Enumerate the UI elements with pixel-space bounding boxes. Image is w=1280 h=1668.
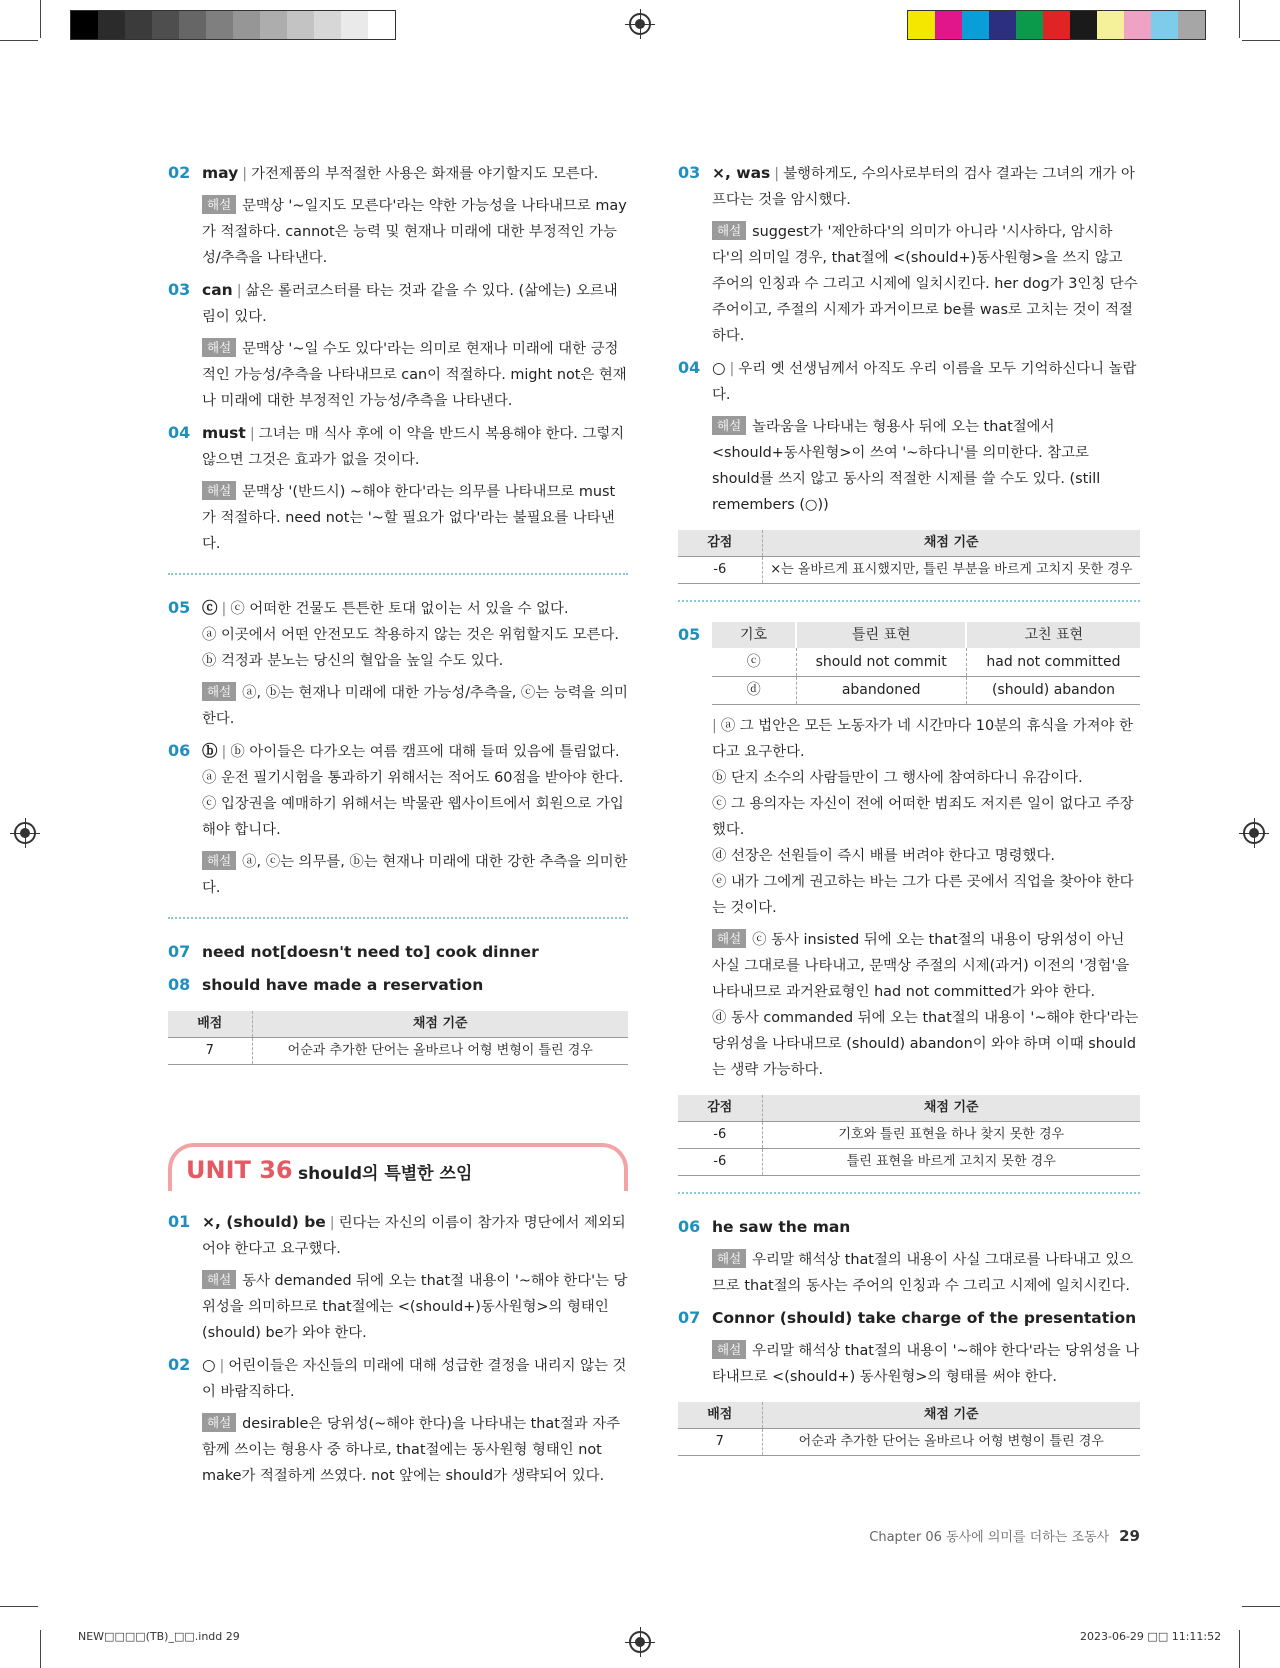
explanation-badge: 해설 [202, 195, 236, 214]
explanation [202, 849, 628, 901]
dotted-divider [168, 917, 628, 919]
item-number: 06 [168, 741, 191, 760]
color-swatch [125, 11, 152, 39]
translation-text: 린다는 자신의 이름이 참가자 명단에서 제외되어야 한다고 요구했다. [202, 1215, 626, 1257]
explanation-badge: 해설 [202, 1270, 236, 1289]
answer-text: ×, was [712, 164, 771, 182]
answer-item: 02 ○ | 어린이들은 자신들의 미래에 대해 성급한 결정을 내리지 않는 것이 바람직하다. 해설 desirable은 당위성(~해야 한다)을 나타내는 that절과 자주 함께 쓰이는 형용사 중 하나로, that절에는 동사원형 형태인 not make가 적절하게 쓰였다. not 앞에는 should가 생략되어 있다. [168, 1352, 628, 1489]
answer-text: ⓒ [202, 599, 218, 617]
answer-text: ×, (should) be [202, 1213, 326, 1231]
explanation [202, 1411, 628, 1489]
table-cell: 어순과 추가한 단어는 올바르나 어형 변형이 틀린 경우 [252, 1038, 628, 1065]
answer-text: can [202, 281, 233, 299]
item-number: 05 [168, 598, 191, 617]
table-cell: 7 [678, 1428, 762, 1455]
dotted-divider [678, 600, 1140, 602]
color-swatch [98, 11, 125, 39]
explanation [712, 1338, 1140, 1390]
explanation-text: ⓓ 동사 commanded 뒤에 오는 that절의 내용이 '~해야 한다'라는 당위성을 나타내므로 (should) abandon이 와야 하며 이때 should는 생략 가능하다. [712, 1009, 1139, 1078]
chapter-title: Chapter 06 동사에 의미를 더하는 조동사 [869, 1530, 1110, 1545]
table-cell: ⓒ [712, 648, 796, 676]
table-header: 감점 [678, 1095, 762, 1122]
explanation [202, 1268, 628, 1346]
item-number: 02 [168, 1355, 191, 1374]
explanation-badge: 해설 [712, 221, 746, 240]
option-text: ⓒ 입장권을 예매하기 위해서는 박물관 웹사이트에서 회원으로 가입해야 합니다. [202, 796, 624, 838]
explanation-text: 문맥상 '~일 수도 있다'라는 의미로 현재나 미래에 대한 긍정적인 가능성/추측을 나타내므로 can이 적절하다. might not은 현재나 미래에 대한 부정적인 가능성/추측을 나타낸다. [202, 341, 627, 409]
table-header: 감점 [678, 530, 762, 557]
registration-mark-icon [629, 13, 651, 35]
crop-mark [1239, 1630, 1240, 1668]
answer-item: 05 ⓒ | ⓒ 어떠한 건물도 튼튼한 토대 없이는 서 있을 수 없다. ⓐ 이곳에서 어떤 안전모도 착용하지 않는 것은 위험할지도 모른다. ⓑ 걱정과 분노는 당신의 혈압을 높일 수도 있다. 해설 ⓐ, ⓑ는 현재나 미래에 대한 가능성/추측을, ⓒ는 능력을 의미한다. [168, 595, 628, 732]
item-number: 02 [168, 163, 191, 182]
explanation-badge: 해설 [202, 682, 236, 701]
item-number: 01 [168, 1212, 191, 1231]
color-swatch [1043, 11, 1070, 39]
table-header: 배점 [168, 1011, 252, 1038]
color-swatch [152, 11, 179, 39]
translation-text: 어린이들은 자신들의 미래에 대해 성급한 결정을 내리지 않는 것이 바람직하다. [202, 1358, 627, 1400]
registration-mark-icon [629, 1631, 651, 1653]
page-footer [869, 1526, 1140, 1545]
explanation [202, 193, 628, 271]
explanation [712, 1247, 1140, 1299]
explanation-text: ⓐ, ⓒ는 의무를, ⓑ는 현재나 미래에 대한 강한 추측을 의미한다. [202, 854, 628, 896]
registration-mark-icon [1243, 822, 1265, 844]
answer-item: 05 기호 틀린 표현 고친 표현 ⓒ should not commit had not committed ⓓ abandoned (should) abandon | ⓐ 그 법안은 모든 노동자가 네 시간마다 10분의 휴식을 가져야 한다고 요구한다. ⓑ 단지 소수의 사람들만이 그 행사에 참여하다니 유감이다. ⓒ 그 용의자는 자신이 전에 어떠한 범죄도 저지른 일이 없다고 주장했다. ⓓ 선장은 선원들이 즉시 배를 버려야 한다고 명령했다. ⓔ 내가 그에게 권고하는 바는 그가 다른 곳에서 직업을 찾아야 한다는 것이다. 해설 ⓒ 동사 insisted 뒤에 오는 that절의 내용이 당위성이 아닌 사실 그대로를 나타내고, 문맥상 주절의 시제(과거) 이전의 '경험'을 나타내므로 과거완료형인 had not committed가 와야 한다. ⓓ 동사 commanded 뒤에 오는 that절의 내용이 '~해야 한다'라는 당위성을 나타내므로 (should) abandon이 와야 하며 이때 should는 생략 가능하다. [678, 622, 1140, 1083]
answer-text: he saw the man [712, 1217, 851, 1236]
scoring-table [678, 1402, 1140, 1456]
answer-item: 06 ⓑ | ⓑ 아이들은 다가오는 여름 캠프에 대해 들떠 있음에 틀림없다. ⓐ 운전 필기시험을 통과하기 위해서는 적어도 60점을 받아야 한다. ⓒ 입장권을 예매하기 위해서는 박물관 웹사이트에서 회원으로 가입해야 합니다. 해설 ⓐ, ⓒ는 의무를, ⓑ는 현재나 미래에 대한 강한 추측을 의미한다. [168, 738, 628, 901]
item-number: 06 [678, 1216, 701, 1236]
answer-item [168, 939, 628, 966]
crop-mark [1239, 0, 1240, 38]
item-number: 07 [678, 1307, 701, 1327]
print-slug-file: NEW□□□□(TB)_□□.indd 29 [78, 1630, 240, 1643]
item-number: 04 [168, 423, 191, 442]
explanation [202, 336, 628, 414]
color-swatch [1016, 11, 1043, 39]
explanation-text: 문맥상 '(반드시) ~해야 한다'라는 의무를 나타내므로 must가 적절하다. need not는 '~할 필요가 없다'라는 불필요를 나타낸다. [202, 484, 616, 552]
crop-mark [0, 1606, 38, 1607]
answer-item: 04 must | 그녀는 매 식사 후에 이 약을 반드시 복용해야 한다. 그렇지 않으면 그것은 효과가 없을 것이다. 해설 문맥상 '(반드시) ~해야 한다'라는 의무를 나타내므로 must가 적절하다. need not는 '~할 필요가 없다'라는 불필요를 나타낸다. [168, 420, 628, 557]
answer-text: must [202, 424, 246, 442]
scoring-table [678, 530, 1140, 584]
table-header: 채점 기준 [252, 1011, 628, 1038]
explanation-badge: 해설 [712, 1340, 746, 1359]
table-cell: abandoned [796, 676, 966, 704]
table-header: 고친 표현 [966, 622, 1140, 648]
answer-text: should have made a reservation [202, 976, 484, 994]
answer-item: 03 can | 삶은 롤러코스터를 타는 것과 같을 수 있다. (삶에는) 오르내림이 있다. 해설 문맥상 '~일 수도 있다'라는 의미로 현재나 미래에 대한 긍정적인 가능성/추측을 나타내므로 can이 적절하다. might not은 현재나 미래에 대한 부정적인 가능성/추측을 나타낸다. [168, 277, 628, 414]
page-number: 29 [1119, 1527, 1140, 1545]
table-cell: 틀린 표현을 바르게 고치지 못한 경우 [762, 1148, 1140, 1175]
item-number: 05 [678, 625, 701, 644]
table-header: 배점 [678, 1402, 762, 1429]
translation-text: 그녀는 매 식사 후에 이 약을 반드시 복용해야 한다. 그렇지 않으면 그것은 효과가 없을 것이다. [202, 426, 625, 468]
crop-mark [1242, 40, 1280, 41]
item-number: 07 [168, 942, 191, 961]
option-text: ⓐ 이곳에서 어떤 안전모도 착용하지 않는 것은 위험할지도 모른다. [202, 627, 619, 643]
explanation-text: suggest가 '제안하다'의 의미가 아니라 '시사하다, 암시하다'의 의미일 경우, that절에 <(should+)동사원형>을 쓰지 않고 주어의 인칭과 수 그리고 시제에 일치시킨다. her dog가 3인칭 단수 주어이고, 주절의 시제가 과거이므로 be를 was로 고치는 것이 적절하다. [712, 224, 1138, 344]
color-swatch [962, 11, 989, 39]
dotted-divider [168, 573, 628, 575]
item-number: 03 [678, 163, 701, 182]
explanation [202, 479, 628, 557]
unit-title: UNIT 36 [186, 1156, 293, 1184]
explanation-text: desirable은 당위성(~해야 한다)을 나타내는 that절과 자주 함께 쓰이는 형용사 중 하나로, that절에는 동사원형 형태인 not make가 적절하게 쓰였다. not 앞에는 should가 생략되어 있다. [202, 1416, 621, 1484]
crop-mark [1242, 1606, 1280, 1607]
color-swatch [908, 11, 935, 39]
table-cell: ×는 올바르게 표시했지만, 틀린 부분을 바르게 고치지 못한 경우 [762, 557, 1140, 584]
color-swatch [1178, 11, 1205, 39]
table-cell: 기호와 틀린 표현을 하나 찾지 못한 경우 [762, 1121, 1140, 1148]
explanation-badge: 해설 [202, 481, 236, 500]
explanation-text: 우리말 해석상 that절의 내용이 사실 그대로를 나타내고 있으므로 that절의 동사는 주어의 인칭과 수 그리고 시제에 일치시킨다. [712, 1251, 1134, 1294]
table-cell: -6 [678, 1121, 762, 1148]
crop-mark [40, 0, 41, 38]
answer-text: ⓑ [202, 742, 218, 760]
answer-text: need not[doesn't need to] cook dinner [202, 943, 539, 961]
explanation-badge: 해설 [712, 416, 746, 435]
option-text: ⓓ 선장은 선원들이 즉시 배를 버려야 한다고 명령했다. [712, 847, 1055, 864]
table-header: 틀린 표현 [796, 622, 966, 648]
table-cell: had not committed [966, 648, 1140, 676]
answer-item: 01 ×, (should) be | 린다는 자신의 이름이 참가자 명단에서 제외되어야 한다고 요구했다. 해설 동사 demanded 뒤에 오는 that절 내용이 '~해야 한다'는 당위성을 의미하므로 that절에는 <(should+)동사원형>의 형태인 (should) be가 와야 한다. [168, 1209, 628, 1346]
color-swatch [206, 11, 233, 39]
item-number: 03 [168, 280, 191, 299]
explanation-badge: 해설 [202, 851, 236, 870]
explanation-badge: 해설 [202, 1413, 236, 1432]
table-cell: 7 [168, 1038, 252, 1065]
explanation [202, 680, 628, 732]
color-swatch [260, 11, 287, 39]
explanation-text: 우리말 해석상 that절의 내용이 '~해야 한다'라는 당위성을 나타내므로 <(should+) 동사원형>의 형태를 써야 한다. [712, 1342, 1140, 1385]
color-swatch [71, 11, 98, 39]
color-swatch [287, 11, 314, 39]
answer-item [678, 1305, 1140, 1390]
cmyk-color-bar [907, 10, 1206, 40]
explanation-text: ⓒ 동사 insisted 뒤에 오는 that절의 내용이 당위성이 아닌 사실 그대로를 나타내고, 문맥상 주절의 시제(과거) 이전의 '경험'을 나타내므로 과거완료형인 had not committed가 와야 한다. [712, 931, 1130, 1000]
translation-text: ⓑ 아이들은 다가오는 여름 캠프에 대해 들떠 있음에 틀림없다. [230, 744, 620, 760]
table-header: 채점 기준 [762, 1095, 1140, 1122]
color-swatch [341, 11, 368, 39]
answer-text: Connor (should) take charge of the presentation [712, 1308, 1137, 1327]
answer-item: 02 may | 가전제품의 부적절한 사용은 화재를 야기할지도 모른다. 해설 문맥상 '~일지도 모른다'라는 약한 가능성을 나타내므로 may가 적절하다. cannot은 능력 및 현재나 미래에 대한 부정적인 가능성/추측을 나타낸다. [168, 160, 628, 271]
table-cell: 어순과 추가한 단어는 올바르나 어형 변형이 틀린 경우 [762, 1428, 1140, 1455]
color-swatch [1124, 11, 1151, 39]
answer-item: 04 ○ | 우리 옛 선생님께서 아직도 우리 이름을 모두 기억하신다니 놀랍다. 해설 놀라움을 나타내는 형용사 뒤에 오는 that절에서 <should+동사원형>이 쓰여 '~하다니'를 의미한다. 참고로 should를 쓰지 않고 동사의 적절한 시제를 쓸 수도 있다. (still remembers (○)) [678, 355, 1140, 518]
answer-text: ○ [712, 359, 726, 377]
color-swatch [935, 11, 962, 39]
grayscale-color-bar [70, 10, 396, 40]
option-text: ⓑ 걱정과 분노는 당신의 혈압을 높일 수도 있다. [202, 653, 504, 669]
option-text: ⓒ 그 용의자는 자신이 전에 어떠한 범죄도 저지른 일이 없다고 주장했다. [712, 795, 1134, 838]
explanation [712, 219, 1140, 349]
answer-item [678, 1214, 1140, 1299]
answer-text: ○ [202, 1356, 216, 1374]
dotted-divider [678, 1192, 1140, 1194]
print-slug-date: 2023-06-29 □□ 11:11:52 [1080, 1630, 1222, 1643]
item-number: 04 [678, 358, 701, 377]
translation-text: 가전제품의 부적절한 사용은 화재를 야기할지도 모른다. [251, 166, 599, 182]
explanation-badge: 해설 [712, 929, 746, 948]
table-header: 채점 기준 [762, 1402, 1140, 1429]
explanation-text: ⓐ, ⓑ는 현재나 미래에 대한 가능성/추측을, ⓒ는 능력을 의미한다. [202, 685, 628, 727]
answer-item [168, 972, 628, 999]
explanation [712, 927, 1140, 1005]
scoring-table [168, 1011, 628, 1065]
table-cell: ⓓ [712, 676, 796, 704]
crop-mark [0, 40, 38, 41]
item-number: 08 [168, 975, 191, 994]
right-column [678, 160, 1140, 1464]
explanation-badge: 해설 [712, 1249, 746, 1268]
answer-item: 03 ×, was | 불행하게도, 수의사로부터의 검사 결과는 그녀의 개가 아프다는 것을 암시했다. 해설 suggest가 '제안하다'의 의미가 아니라 '시사하다, 암시하다'의 의미일 경우, that절에 <(should+)동사원형>을 쓰지 않고 주어의 인칭과 수 그리고 시제에 일치시킨다. her dog가 3인칭 단수 주어이고, 주절의 시제가 과거이므로 be를 was로 고치는 것이 적절하다. [678, 160, 1140, 349]
color-swatch [233, 11, 260, 39]
correction-table [712, 622, 1140, 705]
color-swatch [314, 11, 341, 39]
option-text: ⓐ 그 법안은 모든 노동자가 네 시간마다 10분의 휴식을 가져야 한다고 요구한다. [712, 717, 1133, 760]
color-swatch [1097, 11, 1124, 39]
color-swatch [368, 11, 395, 39]
table-cell: (should) abandon [966, 676, 1140, 704]
table-header: 기호 [712, 622, 796, 648]
crop-mark [40, 1630, 41, 1668]
explanation-text: 동사 demanded 뒤에 오는 that절 내용이 '~해야 한다'는 당위성을 의미하므로 that절에는 <(should+)동사원형>의 형태인 (should) be가 와야 한다. [202, 1273, 628, 1341]
explanation-text: 문맥상 '~일지도 모른다'라는 약한 가능성을 나타내므로 may가 적절하다. cannot은 능력 및 현재나 미래에 대한 부정적인 가능성/추측을 나타낸다. [202, 198, 627, 266]
color-swatch [1151, 11, 1178, 39]
table-cell: should not commit [796, 648, 966, 676]
table-header: 채점 기준 [762, 530, 1140, 557]
left-column [168, 160, 628, 1495]
explanation-text: 놀라움을 나타내는 형용사 뒤에 오는 that절에서 <should+동사원형>이 쓰여 '~하다니'를 의미한다. 참고로 should를 쓰지 않고 동사의 적절한 시제를 쓸 수도 있다. (still remembers (○)) [712, 419, 1101, 513]
scoring-table [678, 1095, 1140, 1176]
table-cell: -6 [678, 557, 762, 584]
registration-mark-icon [14, 822, 36, 844]
table-cell: -6 [678, 1148, 762, 1175]
translation-text: ⓒ 어떠한 건물도 튼튼한 토대 없이는 서 있을 수 없다. [230, 601, 569, 617]
color-swatch [179, 11, 206, 39]
option-text: ⓔ 내가 그에게 권고하는 바는 그가 다른 곳에서 직업을 찾아야 한다는 것이다. [712, 873, 1134, 916]
color-swatch [989, 11, 1016, 39]
unit-header [168, 1143, 628, 1191]
option-text: ⓐ 운전 필기시험을 통과하기 위해서는 적어도 60점을 받아야 한다. [202, 770, 624, 786]
color-swatch [1070, 11, 1097, 39]
translation-text: 삶은 롤러코스터를 타는 것과 같을 수 있다. (삶에는) 오르내림이 있다. [202, 283, 618, 325]
explanation-badge: 해설 [202, 338, 236, 357]
answer-text: may [202, 164, 239, 182]
translation-text: 불행하게도, 수의사로부터의 검사 결과는 그녀의 개가 아프다는 것을 암시했다. [712, 166, 1135, 208]
explanation [712, 414, 1140, 518]
translation-text: 우리 옛 선생님께서 아직도 우리 이름을 모두 기억하신다니 놀랍다. [712, 361, 1137, 403]
unit-subtitle: should의 특별한 쓰임 [298, 1164, 473, 1184]
option-text: ⓑ 단지 소수의 사람들만이 그 행사에 참여하다니 유감이다. [712, 769, 1083, 786]
